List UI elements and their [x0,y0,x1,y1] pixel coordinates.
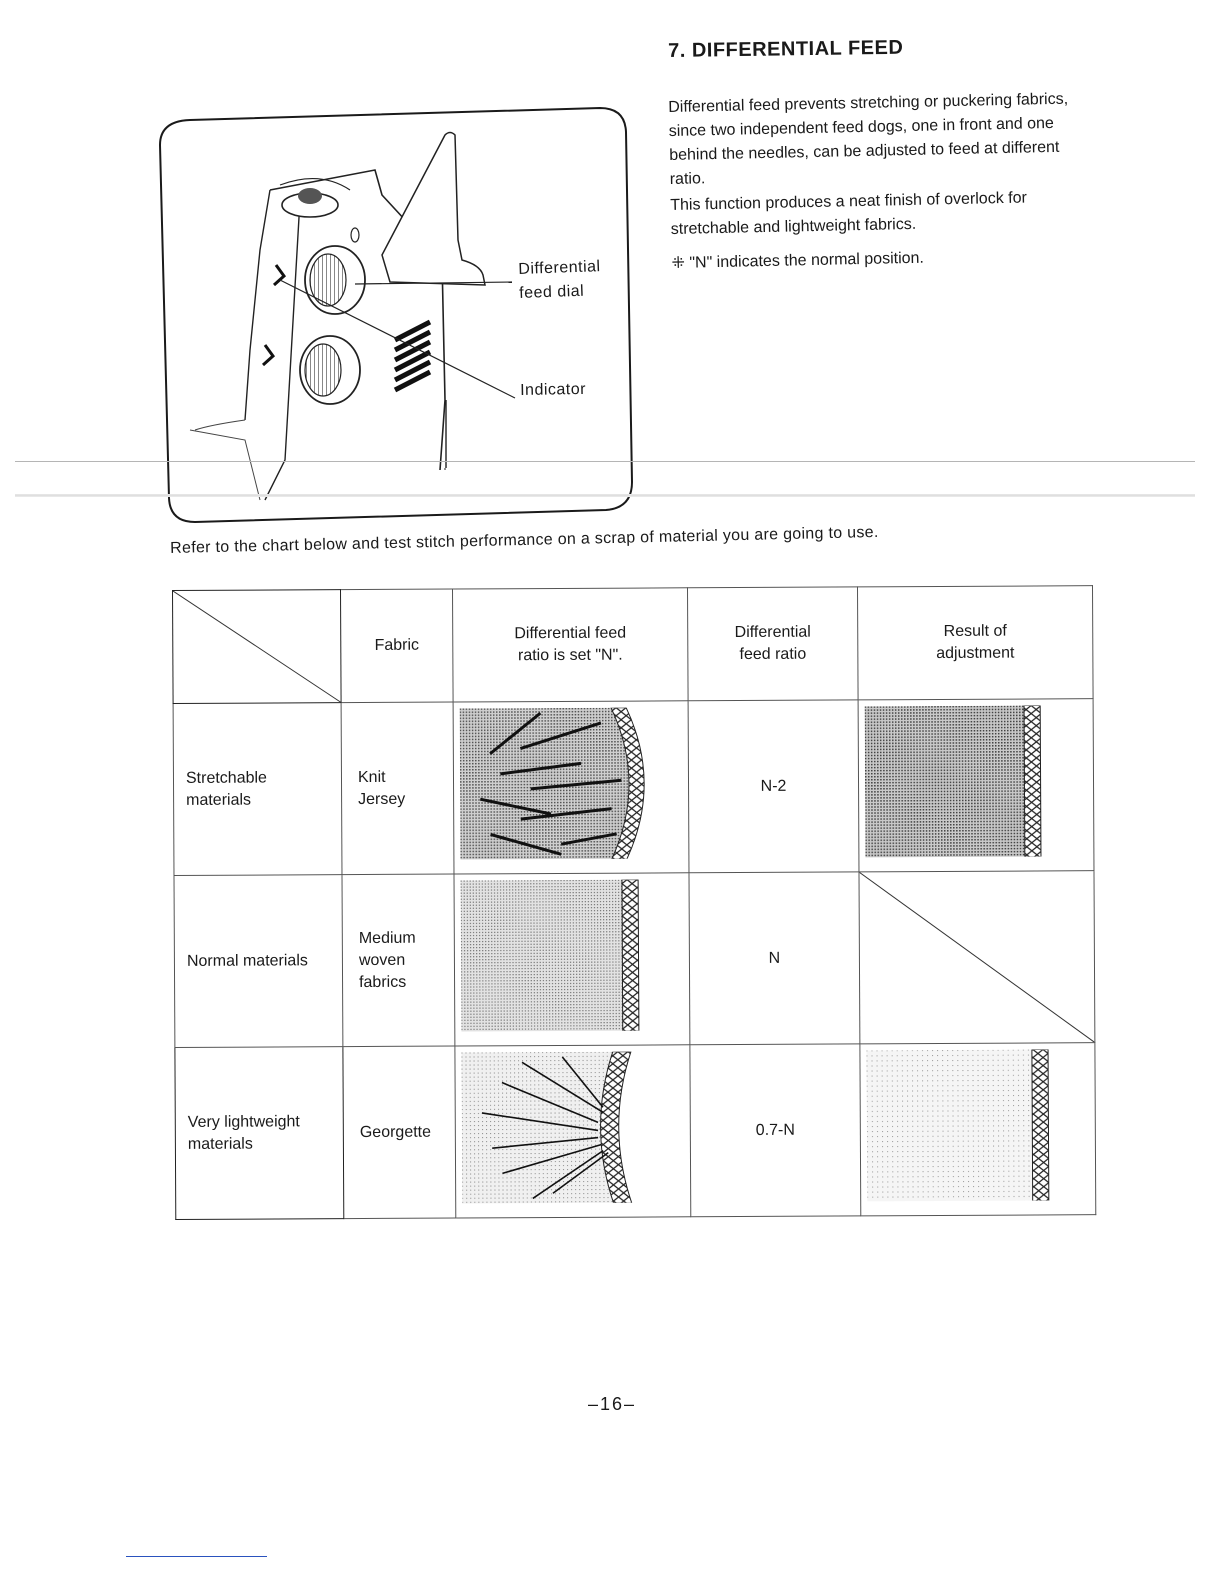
row-ratio: N [689,872,860,1045]
table-row [173,699,1094,876]
scan-artifact-line [126,1556,267,1557]
woven-fabric-swatch [454,873,690,1046]
puckered-knit-swatch [453,701,689,874]
header-fabric: Fabric [341,589,454,703]
differential-feed-illustration [150,100,650,530]
row-fabric: Knit Jersey [341,702,454,875]
callout-dial-line: feed dial [518,282,585,302]
note-symbol-icon: ⁜ [671,254,686,272]
page-number: –16– [587,1394,637,1414]
row-ratio: N-2 [688,700,859,873]
row-category: Normal materials [174,875,343,1048]
puckered-georgette-swatch [455,1045,691,1218]
callout-indicator: Indicator [520,380,587,399]
row-fabric: Georgette [343,1046,456,1219]
header-result: Result of adjustment [857,586,1093,700]
normal-position-note [671,243,1101,276]
row-category: Very lightweight materials [175,1047,344,1220]
callout-dial-line: Differential [518,258,601,278]
header-feed-ratio: Differential feed ratio [687,587,858,701]
intro-paragraph: Differential feed prevents stretching or puckering fabrics, since two independent feed dogs, one in front and one behind the needles, can be adjusted to feed at different ratio. [668,90,1069,188]
flat-knit-result-swatch [858,699,1094,872]
table-row [174,871,1095,1048]
header-n-setting: Differential feed ratio is set "N". [452,588,688,702]
table-row [175,1043,1096,1220]
row-ratio: 0.7-N [690,1044,861,1217]
section-intro [668,87,1102,278]
chart-instruction: Refer to the chart below and test stitch performance on a scrap of material you are going to use. [170,523,879,557]
callout-differential-feed-dial [518,255,602,306]
section-title: 7. DIFFERENTIAL FEED [668,36,904,62]
flat-georgette-result-swatch [860,1043,1096,1216]
intro-paragraph: This function produces a neat finish of overlock for stretchable and lightweight fabrics. [670,189,1028,238]
note-text: "N" indicates the normal position. [689,249,925,272]
row-fabric: Medium woven fabrics [342,874,455,1047]
scan-rule [15,494,1195,497]
corner-diagonal-cell [173,590,342,704]
row-category: Stretchable materials [173,703,342,876]
differential-feed-chart [172,585,1095,1220]
scan-rule [15,461,1195,462]
no-adjustment-diagonal-cell [859,871,1095,1044]
